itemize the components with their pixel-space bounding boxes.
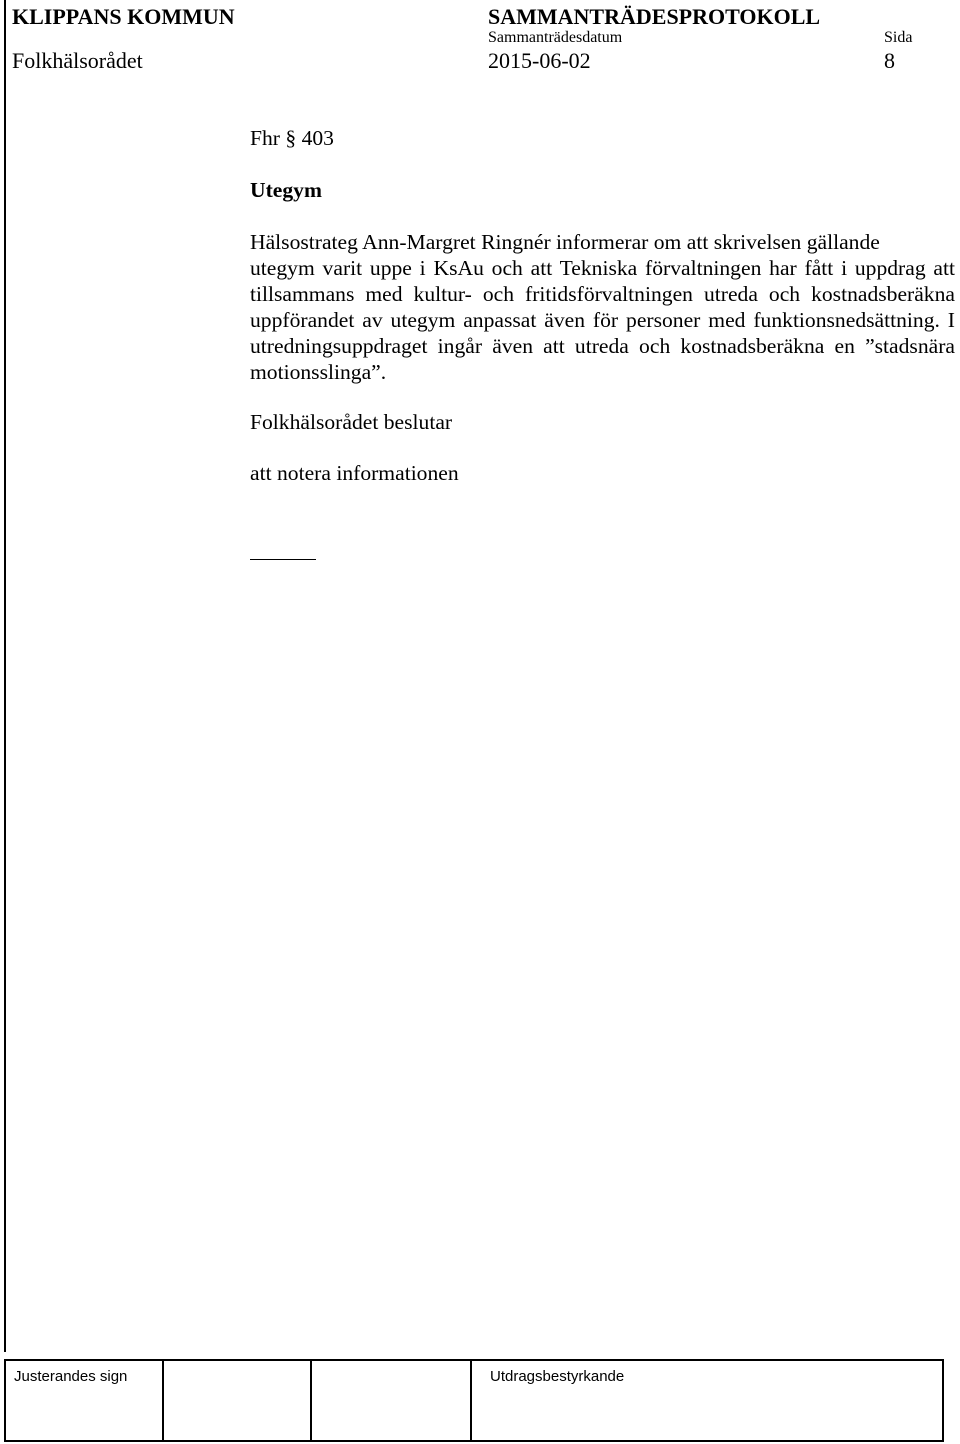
meeting-date-label: Sammanträdesdatum: [488, 29, 623, 46]
paragraph-line: utegym varit uppe i KsAu och att Tekniska förvaltningen har fått i uppdrag att: [250, 256, 955, 280]
paragraph-line: motionsslinga”.: [250, 360, 387, 384]
item-end-rule: [250, 559, 316, 560]
extract-certification-label: Utdragsbestyrkande: [490, 1368, 625, 1385]
extract-certification-cell: [472, 1361, 942, 1440]
page-number: 8: [884, 48, 895, 73]
item-body-paragraph: [250, 229, 955, 385]
committee-name: Folkhälsorådet: [12, 48, 143, 73]
paragraph-line: tillsammans med kultur- och fritidsförvaltningen utreda och kostnadsberäkna: [250, 282, 955, 306]
adjuster-sign-label: Justerandes sign: [14, 1368, 128, 1385]
paragraph-line: Hälsostrateg Ann-Margret Ringnér informerar om att skrivelsen gällande: [250, 230, 880, 254]
signature-footer: [4, 1359, 944, 1442]
adjuster-sign-cell: [6, 1361, 164, 1440]
paragraph-line: uppförandet av utegym anpassat även för personer med funktionsnedsättning. I: [250, 308, 955, 332]
signature-cell: [164, 1361, 312, 1440]
decision-intro: Folkhälsorådet beslutar: [250, 410, 453, 434]
paragraph-line: utredningsuppdraget ingår även att utreda och kostnadsberäkna en ”stadsnära: [250, 334, 955, 358]
municipality-name: KLIPPANS KOMMUN: [12, 4, 235, 29]
document-type: SAMMANTRÄDESPROTOKOLL: [488, 4, 821, 29]
page-label: Sida: [884, 29, 913, 46]
decision-text: att notera informationen: [250, 461, 459, 485]
meeting-date: 2015-06-02: [488, 48, 591, 73]
item-number: Fhr § 403: [250, 126, 334, 150]
signature-cell: [312, 1361, 472, 1440]
left-margin-rule: [4, 0, 6, 1352]
item-title: Utegym: [250, 178, 322, 202]
